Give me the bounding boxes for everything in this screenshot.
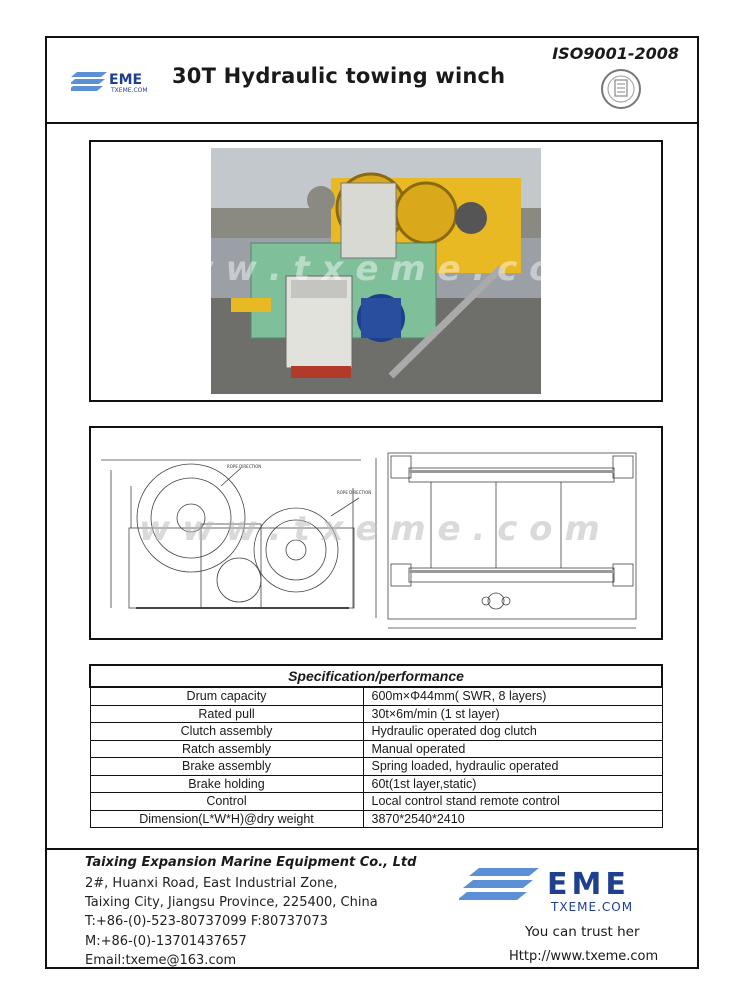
technical-drawing-frame bbox=[89, 426, 663, 640]
spec-value: Manual operated bbox=[363, 740, 662, 758]
document-frame bbox=[45, 36, 699, 969]
product-photo-frame bbox=[89, 140, 663, 402]
certification-seal-icon bbox=[600, 68, 642, 110]
product-photo bbox=[91, 142, 661, 400]
logo-large-brand: EME bbox=[547, 867, 630, 902]
technical-drawing bbox=[91, 428, 661, 638]
spec-key: Rated pull bbox=[90, 705, 363, 723]
header bbox=[47, 38, 697, 124]
page-title: 30T Hydraulic towing winch bbox=[172, 64, 506, 88]
spec-value: 30t×6m/min (1 st layer) bbox=[363, 705, 662, 723]
table-row bbox=[90, 793, 662, 811]
rope-direction-label-2: ROPE DIRECTION bbox=[337, 490, 372, 495]
photo-watermark: w w w . t x e m e . c o m bbox=[139, 249, 600, 289]
spec-value: 60t(1st layer,static) bbox=[363, 775, 662, 793]
rope-direction-label-1: ROPE DIRECTION bbox=[227, 464, 262, 469]
spec-header-row bbox=[90, 665, 662, 687]
footer-divider bbox=[47, 848, 697, 850]
drawing-watermark: w w w . t x e m e . c o m bbox=[139, 509, 600, 549]
spec-key: Dimension(L*W*H)@dry weight bbox=[90, 810, 363, 828]
email: Email:txeme@163.com bbox=[85, 953, 237, 968]
address-line-2: Taixing City, Jiangsu Province, 225400, China bbox=[85, 895, 378, 910]
spec-key: Brake holding bbox=[90, 775, 363, 793]
spec-key: Drum capacity bbox=[90, 687, 363, 705]
iso-certification: ISO9001-2008 bbox=[552, 44, 679, 63]
table-row bbox=[90, 723, 662, 741]
table-row bbox=[90, 740, 662, 758]
company-name: Taixing Expansion Marine Equipment Co., Ltd bbox=[85, 855, 417, 870]
spec-heading: Specification/performance bbox=[90, 665, 662, 687]
logo-large-brand-sub: TXEME.COM bbox=[551, 900, 634, 914]
address-line-1: 2#, Huanxi Road, East Industrial Zone, bbox=[85, 876, 338, 891]
eme-logo-large bbox=[459, 862, 669, 914]
mobile: M:+86-(0)-13701437657 bbox=[85, 934, 247, 949]
spec-key: Ratch assembly bbox=[90, 740, 363, 758]
spec-value: Spring loaded, hydraulic operated bbox=[363, 758, 662, 776]
table-row bbox=[90, 810, 662, 828]
tagline: You can trust her bbox=[525, 924, 640, 940]
table-row bbox=[90, 687, 662, 705]
logo-brand: EME bbox=[109, 72, 143, 88]
spec-value: 3870*2540*2410 bbox=[363, 810, 662, 828]
spec-value: Local control stand remote control bbox=[363, 793, 662, 811]
table-row bbox=[90, 758, 662, 776]
spec-key: Control bbox=[90, 793, 363, 811]
table-row bbox=[90, 775, 662, 793]
spec-key: Brake assembly bbox=[90, 758, 363, 776]
logo-brand-sub: TXEME.COM bbox=[111, 87, 148, 94]
eme-logo bbox=[71, 68, 167, 94]
specification-table bbox=[89, 664, 663, 828]
spec-key: Clutch assembly bbox=[90, 723, 363, 741]
website-link[interactable]: Http://www.txeme.com bbox=[509, 949, 659, 964]
spec-value: Hydraulic operated dog clutch bbox=[363, 723, 662, 741]
tel-fax: T:+86-(0)-523-80737099 F:80737073 bbox=[85, 914, 328, 929]
spec-value: 600m×Φ44mm( SWR, 8 layers) bbox=[363, 687, 662, 705]
table-row bbox=[90, 705, 662, 723]
